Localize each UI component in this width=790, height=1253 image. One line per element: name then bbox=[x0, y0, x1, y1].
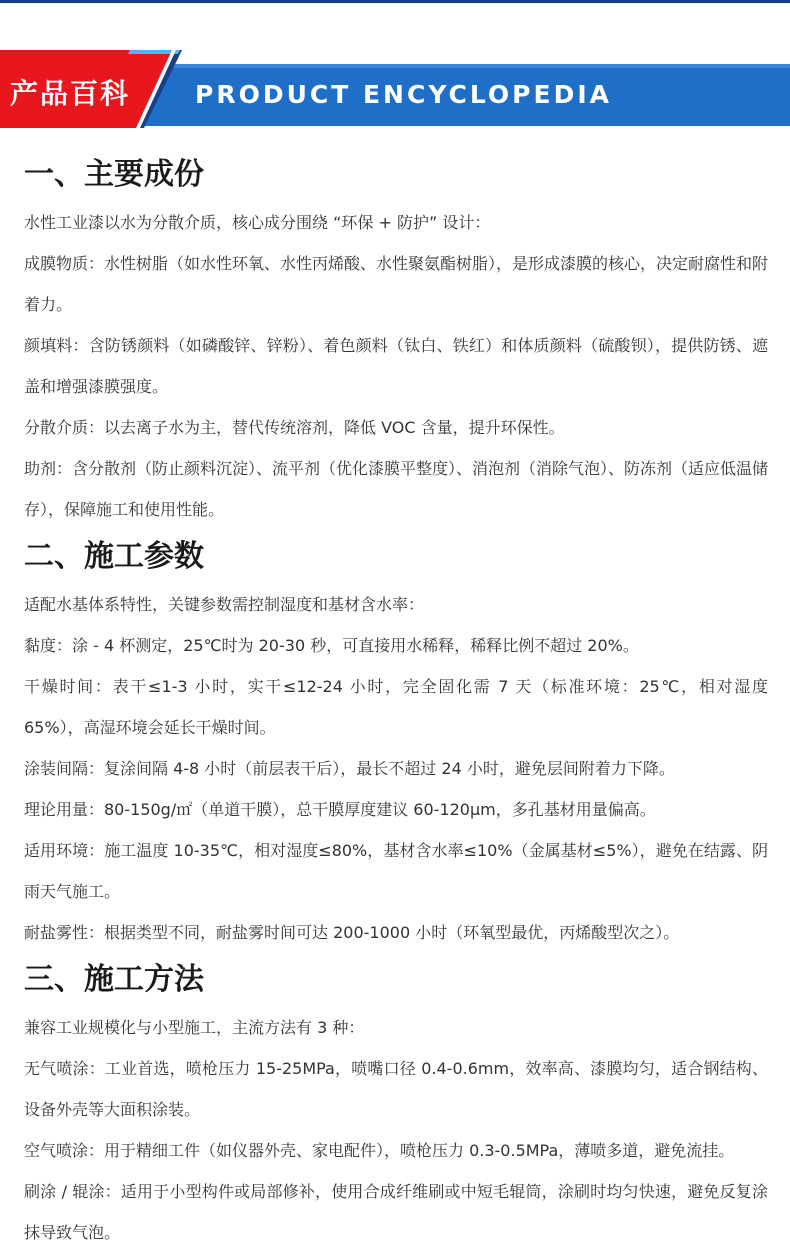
section-title-composition: 一、主要成份 bbox=[24, 157, 204, 192]
paragraph: 水性工业漆以水为分散介质，核心成分围绕 “环保 + 防护” 设计： bbox=[24, 213, 491, 232]
section-title-methods: 三、施工方法 bbox=[24, 962, 204, 997]
paragraph: 兼容工业规模化与小型施工，主流方法有 3 种： bbox=[24, 1018, 365, 1037]
section-banner bbox=[0, 50, 790, 128]
banner-title-en: PRODUCT ENCYCLOPEDIA bbox=[195, 80, 612, 109]
paragraph: 助剂：含分散剂（防止颜料沉淀）、流平剂（优化漆膜平整度）、消泡剂（消除气泡）、防冻剂（适应低温储存），保障施工和使用性能。 bbox=[24, 459, 769, 519]
paragraph: 黏度：涂 - 4 杯测定，25℃时为 20-30 秒，可直接用水稀释，稀释比例不超过 20%。 bbox=[24, 636, 639, 655]
paragraph: 适配水基体系特性，关键参数需控制湿度和基材含水率： bbox=[24, 595, 425, 614]
article-content bbox=[24, 148, 768, 1253]
paragraph: 分散介质：以去离子水为主，替代传统溶剂，降低 VOC 含量，提升环保性。 bbox=[24, 418, 565, 437]
paragraph: 涂装间隔：复涂间隔 4-8 小时（前层表干后），最长不超过 24 小时，避免层间附着力下降。 bbox=[24, 759, 675, 778]
paragraph: 理论用量：80-150g/㎡（单道干膜），总干膜厚度建议 60-120μm，多孔基材用量偏高。 bbox=[24, 800, 656, 819]
paragraph: 适用环境：施工温度 10-35℃，相对湿度≤80%，基材含水率≤10%（金属基材≤5%），避免在结露、阴雨天气施工。 bbox=[24, 841, 768, 901]
paragraph: 颜填料：含防锈颜料（如磷酸锌、锌粉）、着色颜料（钛白、铁红）和体质颜料（硫酸钡），提供防锈、遮盖和增强漆膜强度。 bbox=[24, 336, 768, 396]
paragraph: 无气喷涂：工业首选，喷枪压力 15-25MPa，喷嘴口径 0.4-0.6mm，效率高、漆膜均匀，适合钢结构、设备外壳等大面积涂装。 bbox=[24, 1059, 768, 1119]
paragraph: 干燥时间：表干≤1-3 小时，实干≤12-24 小时，完全固化需 7 天（标准环境：25℃，相对湿度 65%），高湿环境会延长干燥时间。 bbox=[24, 677, 768, 737]
paragraph: 刷涂 / 辊涂：适用于小型构件或局部修补，使用合成纤维刷或中短毛辊筒，涂刷时均匀快速，避免反复涂抹导致气泡。 bbox=[24, 1182, 768, 1242]
paragraph: 空气喷涂：用于精细工件（如仪器外壳、家电配件），喷枪压力 0.3-0.5MPa，薄喷多道，避免流挂。 bbox=[24, 1141, 735, 1160]
section-title-parameters: 二、施工参数 bbox=[24, 539, 204, 574]
banner-title-cn: 产品百科 bbox=[10, 77, 131, 110]
paragraph: 耐盐雾性：根据类型不同，耐盐雾时间可达 200-1000 小时（环氧型最优，丙烯酸型次之）。 bbox=[24, 923, 680, 942]
paragraph: 成膜物质：水性树脂（如水性环氧、水性丙烯酸、水性聚氨酯树脂），是形成漆膜的核心，决定耐腐性和附着力。 bbox=[24, 254, 769, 314]
top-rule bbox=[0, 0, 790, 3]
